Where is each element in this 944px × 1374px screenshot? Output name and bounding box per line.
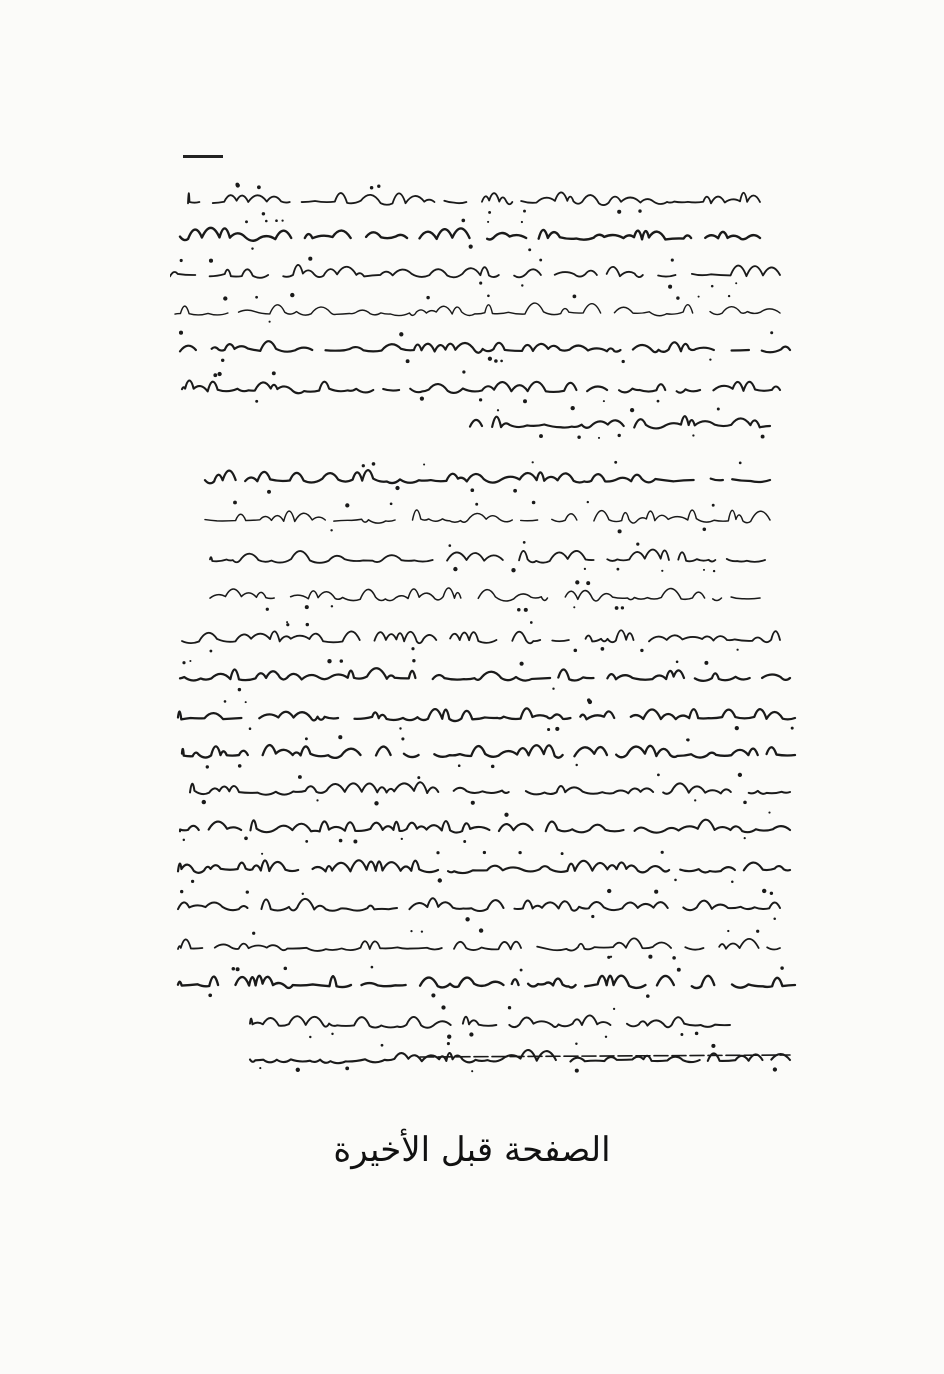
diacritic-dot xyxy=(598,437,600,439)
diacritic-dot xyxy=(497,409,499,411)
diacritic-dot xyxy=(338,735,342,739)
diacritic-dot xyxy=(269,321,271,323)
diacritic-dot xyxy=(791,727,794,730)
diacritic-dot xyxy=(571,406,575,410)
diacritic-dot xyxy=(180,259,183,262)
diacritic-dot xyxy=(709,358,711,360)
diacritic-dot xyxy=(262,212,265,215)
manuscript-line xyxy=(180,341,790,353)
diacritic-dot xyxy=(668,285,672,289)
diacritic-dot xyxy=(421,930,423,932)
diacritic-dot xyxy=(574,649,578,653)
diacritic-dot xyxy=(517,608,521,612)
diacritic-dot xyxy=(461,219,465,223)
diacritic-dot xyxy=(636,543,639,546)
diacritic-dot xyxy=(500,360,503,363)
diacritic-dot xyxy=(523,399,527,403)
diacritic-dot xyxy=(573,606,575,608)
diacritic-dot xyxy=(305,605,309,609)
diacritic-dot xyxy=(713,570,715,572)
diacritic-dot xyxy=(438,878,442,882)
diacritic-dot xyxy=(471,801,475,805)
diacritic-dot xyxy=(448,544,451,547)
diacritic-dot xyxy=(420,396,424,400)
diacritic-dot xyxy=(614,461,617,464)
diacritic-dot xyxy=(462,370,465,373)
diacritic-dot xyxy=(731,880,734,883)
diacritic-dot xyxy=(447,1035,451,1039)
diacritic-dot xyxy=(475,503,478,506)
manuscript-line xyxy=(180,668,790,681)
diacritic-dot xyxy=(575,764,577,766)
diacritic-dot xyxy=(488,357,492,361)
diacritic-dot xyxy=(587,698,591,702)
diacritic-dot xyxy=(401,737,404,740)
diacritic-dot xyxy=(672,956,676,960)
diacritic-dot xyxy=(539,434,543,438)
diacritic-dot xyxy=(238,688,241,691)
diacritic-dot xyxy=(523,210,526,213)
diacritic-dot xyxy=(202,800,206,804)
diacritic-dot xyxy=(491,765,495,769)
diacritic-dot xyxy=(744,837,746,839)
diacritic-dot xyxy=(687,738,690,741)
diacritic-dot xyxy=(654,890,658,894)
diacritic-dot xyxy=(370,186,373,189)
diacritic-dot xyxy=(345,503,349,507)
diacritic-dot xyxy=(479,928,483,932)
diacritic-dot xyxy=(586,581,590,585)
diacritic-dot xyxy=(305,840,308,843)
diacritic-dot xyxy=(217,372,221,376)
diacritic-dot xyxy=(704,661,708,665)
diacritic-dot xyxy=(676,296,679,299)
diacritic-dot xyxy=(465,917,469,921)
diacritic-dot xyxy=(479,398,482,401)
diacritic-dot xyxy=(508,1006,511,1009)
diacritic-dot xyxy=(727,930,729,932)
diacritic-dot xyxy=(692,434,694,436)
diacritic-dot xyxy=(238,764,242,768)
diacritic-dot xyxy=(345,1067,349,1071)
manuscript-line xyxy=(205,510,770,523)
diacritic-dot xyxy=(249,727,252,730)
diacritic-dot xyxy=(453,567,457,571)
diacritic-dot xyxy=(539,259,542,262)
diacritic-dot xyxy=(374,801,378,805)
manuscript-line xyxy=(210,588,760,601)
diacritic-dot xyxy=(399,332,403,336)
diacritic-dot xyxy=(591,915,594,918)
diacritic-dot xyxy=(417,776,420,779)
diacritic-dot xyxy=(739,462,742,465)
diacritic-dot xyxy=(555,727,559,731)
diacritic-dot xyxy=(532,461,534,463)
diacritic-dot xyxy=(488,211,491,214)
diacritic-dot xyxy=(406,359,410,363)
diacritic-dot xyxy=(371,966,374,969)
diacritic-dot xyxy=(308,257,312,261)
diacritic-dot xyxy=(353,840,357,844)
diacritic-dot xyxy=(411,647,414,650)
page-margin-mark xyxy=(183,155,223,158)
diacritic-dot xyxy=(680,1033,683,1036)
diacritic-dot xyxy=(520,969,523,972)
manuscript-line xyxy=(175,303,780,316)
diacritic-dot xyxy=(756,930,759,933)
diacritic-dot xyxy=(245,701,247,703)
diacritic-dot xyxy=(487,221,489,223)
handwritten-lines xyxy=(170,180,800,1075)
diacritic-dot xyxy=(255,400,258,403)
diacritic-dot xyxy=(309,1036,311,1038)
manuscript-line xyxy=(180,228,760,241)
diacritic-dot xyxy=(532,501,536,505)
diacritic-dot xyxy=(223,296,227,300)
diacritic-dot xyxy=(573,295,577,299)
diacritic-dot xyxy=(232,967,236,971)
diacritic-dot xyxy=(272,371,276,375)
diacritic-dot xyxy=(412,659,415,662)
diacritic-dot xyxy=(711,1044,715,1048)
diacritic-dot xyxy=(305,737,308,740)
diacritic-dot xyxy=(738,773,742,777)
diacritic-dot xyxy=(712,504,715,507)
diacritic-dot xyxy=(330,529,332,531)
diacritic-dot xyxy=(236,183,240,187)
diacritic-dot xyxy=(743,801,747,805)
diacritic-dot xyxy=(630,408,634,412)
page-caption: الصفحة قبل الأخيرة xyxy=(333,1130,611,1170)
diacritic-dot xyxy=(470,488,474,492)
diacritic-dot xyxy=(431,993,435,997)
diacritic-dot xyxy=(520,662,524,666)
manuscript-line xyxy=(205,470,770,483)
diacritic-dot xyxy=(377,185,380,188)
manuscript-line xyxy=(180,820,790,833)
diacritic-dot xyxy=(487,295,490,298)
diacritic-dot xyxy=(233,501,237,505)
diacritic-dot xyxy=(494,359,498,363)
diacritic-dot xyxy=(257,185,261,189)
diacritic-dot xyxy=(267,490,271,494)
diacritic-dot xyxy=(521,221,523,223)
diacritic-dot xyxy=(728,295,730,297)
diacritic-dot xyxy=(768,812,770,814)
diacritic-dot xyxy=(735,726,739,730)
diacritic-dot xyxy=(275,219,278,222)
diacritic-dot xyxy=(306,623,309,626)
diacritic-dot xyxy=(773,1067,777,1071)
diacritic-dot xyxy=(547,728,550,731)
diacritic-dot xyxy=(286,621,288,623)
diacritic-dot xyxy=(290,293,294,297)
diacritic-dot xyxy=(698,296,700,298)
diacritic-dot xyxy=(521,284,523,286)
diacritic-dot xyxy=(331,605,333,607)
bottom-rule xyxy=(420,1055,790,1057)
diacritic-dot xyxy=(575,1042,577,1044)
diacritic-dot xyxy=(622,360,625,363)
diacritic-dot xyxy=(245,220,248,223)
diacritic-dot xyxy=(511,568,515,572)
diacritic-dot xyxy=(281,219,283,221)
manuscript-line xyxy=(182,745,795,758)
diacritic-dot xyxy=(483,851,486,854)
diacritic-dot xyxy=(530,621,533,624)
diacritic-dot xyxy=(607,889,611,893)
diacritic-dot xyxy=(761,435,765,439)
diacritic-dot xyxy=(584,568,586,570)
diacritic-dot xyxy=(209,259,213,263)
diacritic-dot xyxy=(189,660,191,662)
manuscript-line xyxy=(190,782,790,794)
diacritic-dot xyxy=(401,838,403,840)
diacritic-dot xyxy=(251,247,253,249)
diacritic-dot xyxy=(711,285,714,288)
diacritic-dot xyxy=(513,489,517,493)
diacritic-dot xyxy=(617,210,621,214)
manuscript-line xyxy=(188,192,760,205)
diacritic-dot xyxy=(208,993,212,997)
diacritic-dot xyxy=(259,1067,261,1069)
diacritic-dot xyxy=(575,580,579,584)
diacritic-dot xyxy=(770,331,773,334)
manuscript-line xyxy=(178,976,795,988)
manuscript-line xyxy=(182,630,780,643)
diacritic-dot xyxy=(703,528,707,532)
diacritic-dot xyxy=(340,659,343,662)
diacritic-dot xyxy=(296,1068,300,1072)
diacritic-dot xyxy=(182,661,185,664)
diacritic-dot xyxy=(236,967,240,971)
diacritic-dot xyxy=(770,892,773,895)
diacritic-dot xyxy=(410,930,412,932)
diacritic-dot xyxy=(266,608,269,611)
diacritic-dot xyxy=(618,434,621,437)
diacritic-dot xyxy=(426,296,429,299)
diacritic-dot xyxy=(504,813,508,817)
diacritic-dot xyxy=(441,1005,445,1009)
diacritic-dot xyxy=(479,282,482,285)
diacritic-dot xyxy=(180,890,183,893)
diacritic-dot xyxy=(676,661,679,664)
diacritic-dot xyxy=(694,799,696,801)
diacritic-dot xyxy=(339,839,343,843)
diacritic-dot xyxy=(213,373,217,377)
diacritic-dot xyxy=(703,569,705,571)
diacritic-dot xyxy=(605,1036,607,1038)
diacritic-dot xyxy=(773,918,776,921)
diacritic-dot xyxy=(209,650,212,653)
diacritic-dot xyxy=(674,879,677,882)
diacritic-dot xyxy=(661,570,663,572)
diacritic-dot xyxy=(601,647,605,651)
diacritic-dot xyxy=(224,700,227,703)
diacritic-dot xyxy=(183,839,185,841)
diacritic-dot xyxy=(284,967,288,971)
diacritic-dot xyxy=(657,400,660,403)
diacritic-dot xyxy=(381,1044,384,1047)
diacritic-dot xyxy=(316,799,318,801)
diacritic-dot xyxy=(206,765,209,768)
manuscript-line xyxy=(250,1015,730,1027)
manuscript-line xyxy=(470,416,770,428)
diacritic-dot xyxy=(762,889,766,893)
diacritic-dot xyxy=(191,880,194,883)
diacritic-dot xyxy=(423,463,425,465)
diacritic-dot xyxy=(736,649,738,651)
diacritic-dot xyxy=(252,932,255,935)
diacritic-dot xyxy=(717,408,720,411)
diacritic-dot xyxy=(458,764,461,767)
diacritic-dot xyxy=(677,968,681,972)
diacritic-dot xyxy=(561,852,564,855)
diacritic-dot xyxy=(648,955,652,959)
diacritic-dot xyxy=(661,851,664,854)
diacritic-dot xyxy=(621,606,624,609)
diacritic-dot xyxy=(735,282,737,284)
diacritic-dot xyxy=(395,486,399,490)
diacritic-dot xyxy=(390,502,393,505)
diacritic-dot xyxy=(640,649,643,652)
diacritic-dot xyxy=(523,541,526,544)
diacritic-dot xyxy=(607,956,610,959)
manuscript-line xyxy=(178,898,780,911)
diacritic-dot xyxy=(603,400,605,402)
diacritic-dot xyxy=(265,220,268,223)
diacritic-dot xyxy=(261,853,263,855)
diacritic-dot xyxy=(436,851,439,854)
diacritic-dot xyxy=(244,836,248,840)
diacritic-dot xyxy=(528,248,531,251)
diacritic-dot xyxy=(469,245,473,249)
diacritic-dot xyxy=(524,608,528,612)
diacritic-dot xyxy=(575,1069,579,1073)
manuscript-line xyxy=(178,938,780,951)
manuscript-line xyxy=(210,550,765,563)
diacritic-dot xyxy=(302,893,304,895)
diacritic-dot xyxy=(179,331,183,335)
diacritic-dot xyxy=(552,687,554,689)
diacritic-dot xyxy=(695,1032,699,1036)
diacritic-dot xyxy=(518,851,521,854)
diacritic-dot xyxy=(646,994,650,998)
diacritic-dot xyxy=(372,462,376,466)
diacritic-dot xyxy=(618,529,622,533)
diacritic-dot xyxy=(399,727,401,729)
diacritic-dot xyxy=(615,606,619,610)
diacritic-dot xyxy=(362,464,365,467)
diacritic-dot xyxy=(638,209,641,212)
diacritic-dot xyxy=(780,966,783,969)
diacritic-dot xyxy=(617,568,620,571)
manuscript-line xyxy=(178,860,790,873)
diacritic-dot xyxy=(577,435,580,438)
diacritic-dot xyxy=(286,623,289,626)
diacritic-dot xyxy=(613,1008,615,1010)
manuscript-line xyxy=(170,265,780,278)
diacritic-dot xyxy=(469,1032,473,1036)
diacritic-dot xyxy=(471,1070,473,1072)
diacritic-dot xyxy=(671,259,674,262)
diacritic-dot xyxy=(221,359,224,362)
diacritic-dot xyxy=(463,840,466,843)
diacritic-dot xyxy=(331,1033,333,1035)
diacritic-dot xyxy=(447,1042,450,1045)
diacritic-dot xyxy=(587,501,589,503)
diacritic-dot xyxy=(298,775,302,779)
diacritic-dot xyxy=(657,774,660,777)
manuscript-line xyxy=(178,708,795,721)
manuscript-text-block xyxy=(170,180,800,1075)
diacritic-dot xyxy=(246,890,249,893)
diacritic-dot xyxy=(255,296,258,299)
diacritic-dot xyxy=(327,659,331,663)
manuscript-line xyxy=(182,380,780,393)
